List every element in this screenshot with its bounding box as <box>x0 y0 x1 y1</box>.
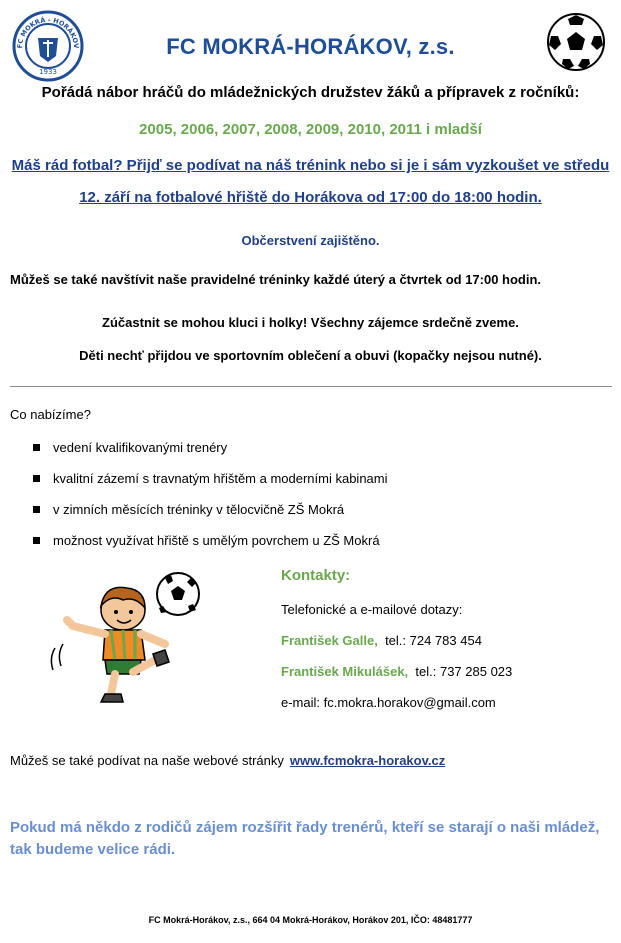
contact-name: František Galle, <box>281 633 378 648</box>
regular-training-note: Můžeš se také navštívit naše pravidelné tréninky každé úterý a čtvrtek od 17:00 hodin. <box>10 272 542 287</box>
clothing-note: Děti nechť přijdou ve sportovním oblečení a obuvi (kopačky nejsou nutné). <box>79 348 542 363</box>
phone-heading: Telefonické a e-mailové dotazy: <box>281 602 463 617</box>
refreshments-note: Občerstvení zajištěno. <box>241 233 380 248</box>
bullet-icon <box>33 537 40 544</box>
bullet-icon <box>33 475 40 482</box>
website-link[interactable]: www.fcmokra-horakov.cz <box>289 753 446 768</box>
birth-years: 2005, 2006, 2007, 2008, 2009, 2010, 2011 i mladší <box>139 121 482 138</box>
contacts-heading: Kontakty: <box>281 567 351 584</box>
kids-welcome-note: Zúčastnit se mohou kluci i holky! Všechny zájemce srdečně zveme. <box>102 315 519 330</box>
player-illustration <box>45 570 205 710</box>
invitation-line-1: Máš rád fotbal? Přijď se podívat na náš trénink nebo si je i sám vyzkoušet ve středu <box>11 157 610 174</box>
contact-email: e-mail: fc.mokra.horakov@gmail.com <box>281 695 496 710</box>
website-line <box>10 753 445 768</box>
contact-person <box>281 633 482 648</box>
bullet-icon <box>33 444 40 451</box>
bullet-icon <box>33 506 40 513</box>
divider <box>10 386 612 387</box>
closing-note: Pokud má někdo z rodičů zájem rozšířit řady trenérů, kteří se starají o naši mládež, tak budeme velice rádi. <box>10 819 600 858</box>
contact-phone: tel.: 737 285 023 <box>415 664 513 679</box>
svg-text:FC MOKRÁ - HORÁKOV: FC MOKRÁ - HORÁKOV <box>15 15 81 49</box>
invitation-line-2: 12. září na fotbalové hřiště do Horákova od 17:00 do 18:00 hodin. <box>79 189 542 206</box>
football-icon <box>546 12 606 72</box>
recruitment-intro: Pořádá nábor hráčů do mládežnických družstev žáků a přípravek z ročníků: <box>41 84 580 101</box>
contact-person <box>281 664 512 679</box>
contact-phone: tel.: 724 783 454 <box>385 633 482 648</box>
page-title: FC MOKRÁ-HORÁKOV, z.s. <box>166 34 455 59</box>
footer: FC Mokrá-Horákov, z.s., 664 04 Mokrá-Horákov, Horákov 201, IČO: 48481777 <box>148 915 473 925</box>
offer-heading: Co nabízíme? <box>10 407 91 422</box>
svg-text:1933: 1933 <box>39 68 57 76</box>
website-text: Můžeš se také podívat na naše webové stránky <box>10 753 284 768</box>
contact-name: František Mikulášek, <box>281 664 409 679</box>
